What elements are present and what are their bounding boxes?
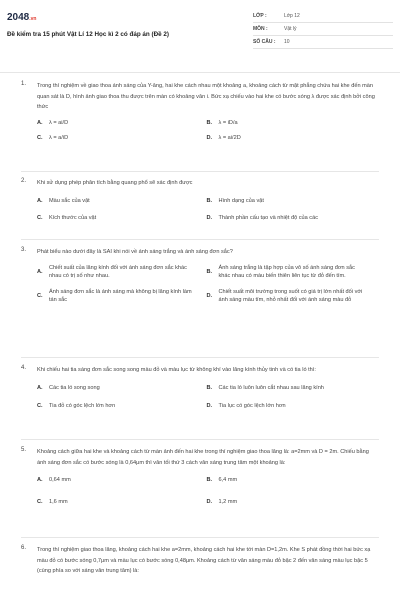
question-number: 4. (21, 365, 27, 371)
options (37, 119, 376, 142)
option-text: 1,2 mm (218, 499, 238, 505)
question-stem: Trong thí nghiệm giao thoa lăng, khoảng cách hai khe a=2mm, khoảng cách hai khe tới màn D=1,2m. Khe S phát đồng thời hai bức xạ màu đỏ có bước sóng 0,7μm và màu lục có bước sóng 0,48μm. Khoảng cách từ vân sáng màu đỏ bậc 2 đến vân sáng màu lục bậc 5 (cùng phía so với sáng vân trung tâm) là: (37, 547, 371, 574)
option-c[interactable] (37, 288, 207, 304)
document-title: Đề kiểm tra 15 phút Vật Lí 12 Học kì 2 có đáp án (Đề 2) (7, 31, 170, 38)
option-text: λ = a/iD (49, 134, 69, 141)
option-b[interactable] (207, 384, 377, 392)
option-letter: D. (206, 134, 213, 141)
option-letter: B. (206, 268, 213, 275)
option-a[interactable] (37, 476, 207, 484)
option-letter: B. (206, 384, 213, 391)
meta-row-count (253, 36, 393, 49)
question-number: 6. (21, 545, 27, 551)
option-letter: C. (37, 499, 43, 505)
question-4 (21, 365, 376, 410)
meta-value: 10 (284, 39, 290, 45)
option-d[interactable] (207, 214, 377, 222)
option-text: Tia lục có góc lệch lớn hơn (218, 402, 286, 409)
option-text: 1,6 mm (49, 499, 68, 505)
question-5 (21, 447, 376, 506)
option-letter: C. (37, 292, 43, 299)
option-text: Chiết suất môi trường trong suốt có giá trị lớn nhất đối với ánh sáng màu tím, nhỏ nhất đối với ánh sáng màu đỏ (218, 288, 363, 303)
options (37, 264, 376, 304)
option-text: λ = iD/a (218, 119, 238, 126)
question-number: 3. (21, 247, 27, 253)
question-2 (21, 178, 376, 222)
option-d[interactable] (207, 288, 377, 304)
option-letter: A. (37, 197, 43, 204)
question-stem: Khi sử dụng phép phân tích bằng quang phổ sẽ xác định được (37, 180, 193, 186)
option-text: Chiết suất của lăng kính đối với ánh sáng đơn sắc khác nhau có trị số như nhau. (49, 264, 187, 279)
question-stem: Phát biểu nào dưới đây là SAI khi nói về ánh sáng trắng và ánh sáng đơn sắc? (37, 249, 233, 255)
option-c[interactable] (37, 134, 207, 142)
option-d[interactable] (207, 402, 377, 410)
meta-row-class (253, 10, 393, 23)
option-text: Hình dạng của vật (218, 197, 264, 204)
option-a[interactable] (37, 197, 207, 205)
question-stem: Trong thí nghiệm về giao thoa ánh sáng của Y-âng, hai khe cách nhau một khoảng a, khoảng cách từ mặt phẳng chứa hai khe đến màn quan sát là D, hình ảnh giao thoa thu được trên màn có khoảng vân i. Bức xạ chiếu vào hai khe có bước sóng λ được xác định bởi công thức (37, 83, 375, 110)
option-text: Tia đỏ có góc lệch lớn hơn (49, 402, 116, 409)
option-b[interactable] (207, 119, 377, 127)
option-a[interactable] (37, 264, 207, 280)
option-letter: A. (37, 268, 43, 275)
option-letter: C. (37, 214, 43, 221)
options (37, 197, 376, 222)
option-letter: C. (37, 402, 43, 409)
question-3 (21, 247, 376, 304)
option-letter: A. (37, 384, 43, 391)
options (37, 476, 376, 506)
option-letter: B. (206, 477, 213, 483)
option-text: 0,64 mm (49, 477, 71, 483)
option-d[interactable] (207, 498, 377, 506)
option-c[interactable] (37, 498, 207, 506)
option-text: Các tia ló luôn luôn cắt nhau sau lăng kính (218, 384, 324, 391)
question-number: 5. (21, 447, 27, 453)
option-letter: A. (37, 119, 43, 126)
logo-main: 2048 (7, 12, 30, 23)
option-letter: D. (206, 292, 213, 299)
header (0, 0, 400, 72)
meta-value: Vật lý (284, 26, 297, 32)
option-text: Ánh sáng trắng là tập hợp của vô số ánh sáng đơn sắc khác nhau có màu biến thiên liên tục từ đỏ đến tím. (218, 264, 355, 279)
option-text: 6,4 mm (218, 477, 238, 483)
meta-table (253, 10, 393, 49)
meta-value: Lớp 12 (284, 13, 300, 19)
option-c[interactable] (37, 402, 207, 410)
question-stem: Khoảng cách giữa hai khe và khoảng cách từ màn ảnh đến hai khe trong thí nghiệm giao thoa lăng là: a=2mm và D = 2m. Chiếu bằng ánh sáng đơn sắc có bước sóng là 0,64μm thì vân tối thứ 3 cách vân sáng trung tâm một khoảng là: (37, 449, 369, 466)
option-letter: D. (206, 402, 213, 409)
option-b[interactable] (207, 476, 377, 484)
option-text: λ = ai/2D (218, 134, 241, 141)
option-letter: B. (206, 197, 213, 204)
option-text: Các tia ló song song (49, 384, 100, 391)
question-stem: Khi chiếu hai tia sáng đơn sắc song song màu đỏ và màu lục từ không khí vào lăng kính thủy tinh và có tia ló thì: (37, 367, 316, 373)
option-letter: B. (206, 119, 213, 126)
option-a[interactable] (37, 384, 207, 392)
option-text: Thành phần cấu tạo và nhiệt độ của các (218, 214, 319, 221)
site-logo[interactable] (7, 12, 36, 23)
question-1 (21, 81, 376, 142)
option-a[interactable] (37, 119, 207, 127)
meta-label: LỚP : (253, 13, 267, 19)
meta-label: SỐ CÂU : (253, 39, 276, 45)
option-b[interactable] (207, 197, 377, 205)
option-text: Màu sắc của vật (49, 197, 90, 204)
question-6 (21, 545, 376, 577)
meta-row-subject (253, 23, 393, 36)
option-letter: C. (37, 134, 43, 141)
question-divider (21, 239, 379, 240)
question-divider (21, 439, 379, 440)
options (37, 384, 376, 410)
meta-label: MÔN : (253, 26, 268, 32)
question-number: 1. (21, 81, 27, 87)
header-divider (0, 72, 400, 73)
question-number: 2. (21, 178, 27, 184)
option-c[interactable] (37, 214, 207, 222)
option-text: Kích thước của vật (49, 214, 97, 221)
question-divider (21, 171, 379, 172)
option-text: λ = ai/D (49, 119, 69, 126)
logo-tld: .vn (29, 16, 37, 22)
option-b[interactable] (207, 264, 377, 280)
question-divider (21, 357, 379, 358)
question-divider (21, 537, 379, 538)
option-letter: D. (206, 214, 213, 221)
option-letter: D. (206, 499, 213, 505)
option-d[interactable] (207, 134, 377, 142)
option-letter: A. (37, 477, 43, 483)
option-text: Ánh sáng đơn sắc là ánh sáng mà không bị lăng kính làm tán sắc (49, 288, 192, 303)
